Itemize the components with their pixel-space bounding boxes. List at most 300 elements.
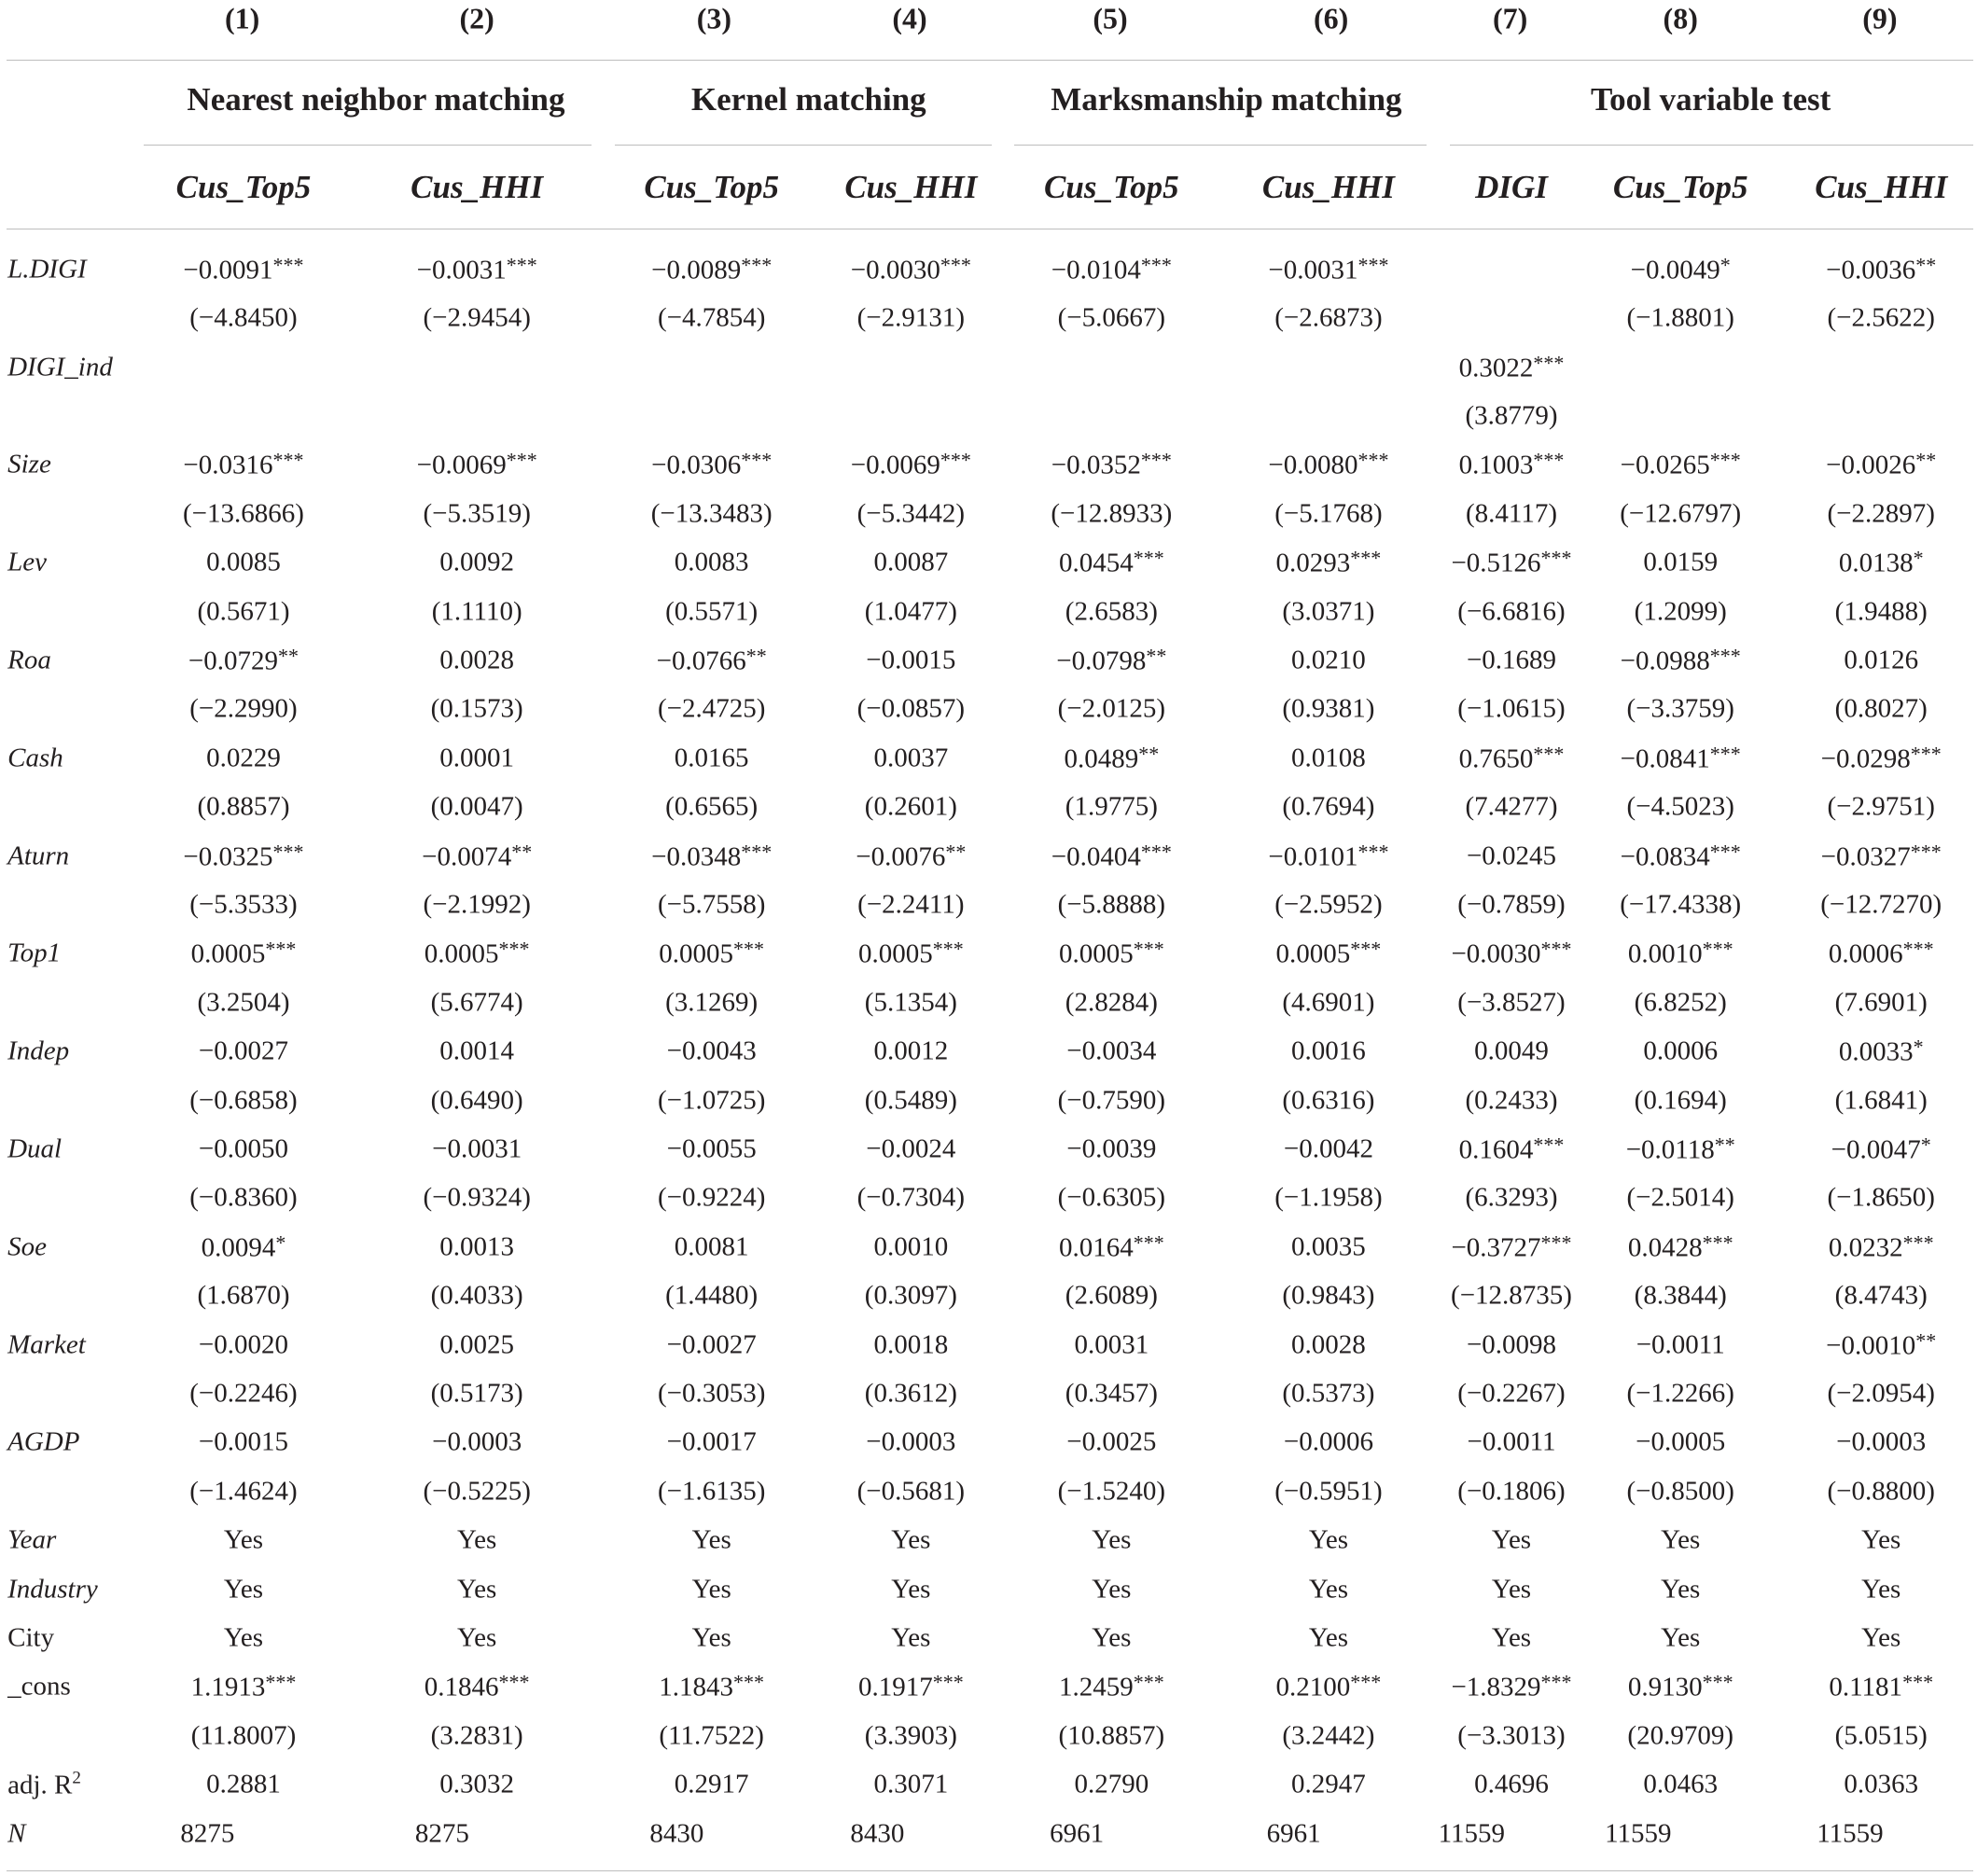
coefficient-cell: −0.0031 [432,1133,522,1164]
significance-stars: *** [1709,448,1741,472]
t-statistic-cell: (0.6316) [1282,1085,1375,1115]
t-statistic-cell: (−0.8500) [1626,1476,1734,1507]
t-statistic-cell: (0.3097) [864,1280,957,1311]
t-statistic-cell: (1.0477) [864,596,957,626]
coefficient-cell: 0.2947 [1291,1769,1366,1800]
t-statistic-cell: (−3.8527) [1457,987,1566,1018]
significance-stars: *** [498,1670,530,1694]
significance-stars: *** [1910,742,1942,766]
significance-stars: *** [498,937,530,961]
significance-stars: *** [1902,937,1934,961]
coefficient-cell: −0.0042 [1283,1133,1373,1164]
t-statistic-cell: (3.3903) [864,1720,957,1751]
coefficient-cell: 8430 [649,1818,704,1849]
row-label: N [7,1818,26,1849]
row-label: Top1 [7,938,62,968]
coefficient-cell: Yes [691,1574,731,1605]
t-statistic-cell: (−4.5023) [1626,791,1734,822]
coefficient-cell: 1.1843*** [659,1670,765,1702]
coefficient-cell: 0.0006 [1643,1035,1719,1066]
significance-stars: ** [511,840,533,863]
coefficient-cell: −0.0015 [198,1426,289,1457]
significance-stars: *** [1540,1230,1572,1255]
t-statistic-cell: (−12.8933) [1051,498,1173,529]
t-statistic-cell: (11.8007) [190,1720,297,1751]
t-statistic-cell: (1.2099) [1634,596,1727,626]
coefficient-cell: −1.8329*** [1451,1670,1572,1702]
coefficient-cell: −0.0104*** [1051,253,1172,285]
dependent-variable: Cus_HHI [411,168,544,205]
coefficient-cell: 0.2881 [206,1769,281,1800]
dependent-variable: Cus_Top5 [1044,168,1179,205]
coefficient-cell: −0.0017 [666,1426,757,1457]
t-statistic-cell: (−12.6797) [1620,498,1742,529]
t-statistic-cell: (7.4277) [1465,791,1558,822]
significance-stars: *** [1350,546,1382,570]
row-label: DIGI_ind [7,352,113,382]
coefficient-cell: 0.0005*** [1058,937,1164,969]
coefficient-cell: −0.5126*** [1451,546,1572,578]
significance-stars: *** [1133,546,1164,570]
coefficient-cell: 8275 [180,1818,235,1849]
coefficient-cell: −0.0049* [1630,253,1731,285]
significance-stars: *** [1533,1133,1565,1157]
coefficient-cell: −0.0316*** [183,448,304,480]
t-statistic-cell: (0.9843) [1282,1280,1375,1311]
coefficient-cell: 0.0033* [1838,1035,1924,1067]
coefficient-cell: −0.0003 [866,1426,956,1457]
significance-stars: *** [1709,742,1741,766]
significance-stars: ** [945,840,967,863]
coefficient-cell: 0.0025 [439,1329,515,1359]
group-underline-2 [615,145,992,146]
coefficient-cell: 6961 [1050,1818,1105,1849]
significance-stars: * [1913,1035,1924,1059]
coefficient-cell: 0.9130*** [1627,1670,1733,1702]
t-statistic-cell: (0.9381) [1282,693,1375,724]
significance-stars: *** [1540,546,1572,570]
significance-stars: *** [1702,1670,1733,1694]
t-statistic-cell: (0.1573) [430,693,523,724]
coefficient-cell: 0.1604*** [1458,1133,1565,1165]
coefficient-cell: 0.4696 [1474,1769,1549,1800]
row-label: Aturn [7,841,70,870]
significance-stars: ** [1915,1328,1937,1352]
t-statistic-cell: (−0.7859) [1457,889,1566,920]
significance-stars: *** [272,253,304,277]
coefficient-cell: Yes [1092,1524,1132,1555]
coefficient-cell: −0.0069*** [416,448,537,480]
coefficient-cell: Yes [1308,1574,1349,1605]
coefficient-cell: −0.0245 [1466,841,1557,870]
coefficient-cell: 0.2917 [674,1769,749,1800]
coefficient-cell: −0.0027 [666,1329,757,1359]
coefficient-cell: Yes [457,1574,497,1605]
coefficient-cell: 0.3022*** [1458,351,1565,382]
coefficient-cell: −0.0729** [188,644,299,676]
coefficient-cell: −0.0030*** [1451,937,1572,969]
significance-stars: *** [265,937,297,961]
t-statistic-cell: (10.8857) [1058,1720,1165,1751]
significance-stars: *** [1350,1670,1382,1694]
t-statistic-cell: (−0.6858) [189,1085,298,1115]
coefficient-cell: −0.0034 [1066,1035,1157,1066]
coefficient-cell: Yes [223,1524,264,1555]
coefficient-cell: 0.0126 [1844,645,1919,675]
t-statistic-cell: (0.5571) [665,596,759,626]
significance-stars: * [1719,253,1731,277]
significance-stars: *** [1533,742,1565,766]
significance-stars: *** [1702,937,1733,961]
coefficient-cell: 0.0138* [1838,546,1924,578]
t-statistic-cell: (−5.8888) [1057,889,1166,920]
t-statistic-cell: (−2.9751) [1827,791,1935,822]
coefficient-cell: 0.0014 [439,1035,515,1066]
coefficient-cell: −0.0404*** [1051,840,1172,871]
coefficient-cell: −0.0348*** [651,840,773,871]
row-label: adj. $R^2$ [7,1768,81,1800]
t-statistic-cell: (−2.1992) [423,889,531,920]
coefficient-cell: −0.0074** [422,840,533,871]
coefficient-cell: 0.0005*** [1275,937,1382,969]
significance-stars: *** [1540,937,1572,961]
coefficient-cell: −0.0325*** [183,840,304,871]
coefficient-cell: −0.0118** [1625,1133,1735,1165]
t-statistic-cell: (0.5373) [1282,1378,1375,1409]
dependent-variable: Cus_HHI [1261,168,1395,205]
group-header: Kernel matching [690,80,926,118]
group-underline-4 [1450,145,1973,146]
coefficient-cell: Yes [1308,1524,1349,1555]
coefficient-cell: −0.0069*** [850,448,971,480]
coefficient-cell: −0.0039 [1066,1133,1157,1164]
coefficient-cell: −0.0050 [198,1133,289,1164]
t-statistic-cell: (2.8284) [1065,987,1158,1018]
significance-stars: ** [278,644,299,668]
coefficient-cell: −0.0005 [1636,1426,1726,1457]
significance-stars: *** [733,1670,765,1694]
coefficient-cell: −0.0015 [866,645,956,675]
t-statistic-cell: (11.7522) [659,1720,764,1751]
t-statistic-cell: (−1.8801) [1626,302,1734,333]
significance-stars: * [1920,1133,1931,1157]
t-statistic-cell: (−5.7558) [657,889,766,920]
significance-stars: *** [265,1670,297,1694]
coefficient-cell: 11559 [1605,1818,1672,1849]
coefficient-cell: 0.0049 [1474,1035,1549,1066]
significance-stars: *** [741,448,773,472]
coefficient-cell: Yes [1861,1574,1901,1605]
t-statistic-cell: (7.6901) [1834,987,1928,1018]
t-statistic-cell: (−2.5622) [1827,302,1935,333]
row-label: Size [7,449,51,479]
t-statistic-cell: (5.1354) [864,987,957,1018]
coefficient-cell: Yes [457,1524,497,1555]
coefficient-cell: 0.0092 [439,547,515,577]
t-statistic-cell: (−4.8450) [189,302,298,333]
row-label: Soe [7,1231,47,1262]
coefficient-cell: −0.0043 [666,1035,757,1066]
coefficient-cell: Yes [1661,1622,1701,1653]
t-statistic-cell: (−0.3053) [657,1378,766,1409]
t-statistic-cell: (−12.7270) [1820,889,1942,920]
coefficient-cell: 0.0232*** [1828,1230,1934,1263]
t-statistic-cell: (−2.2411) [857,889,965,920]
column-number: (6) [1313,1,1349,35]
column-number: (7) [1493,1,1528,35]
coefficient-cell: 0.0229 [206,743,281,773]
significance-stars: *** [733,937,765,961]
coefficient-cell: 1.2459*** [1058,1670,1164,1702]
coefficient-cell: 0.7650*** [1458,742,1565,774]
t-statistic-cell: (−0.9224) [657,1182,766,1213]
column-number: (8) [1663,1,1698,35]
significance-stars: *** [506,253,537,277]
coefficient-cell: Yes [691,1524,731,1555]
coefficient-cell: −0.0026** [1826,448,1937,480]
coefficient-cell: Yes [1661,1574,1701,1605]
coefficient-cell: 0.0018 [873,1329,949,1359]
t-statistic-cell: (0.2433) [1465,1085,1558,1115]
t-statistic-cell: (0.8857) [197,791,290,822]
row-label: L.DIGI [7,254,87,285]
coefficient-cell: 0.0010 [873,1231,949,1262]
t-statistic-cell: (1.9488) [1834,596,1928,626]
significance-stars: *** [272,840,304,863]
coefficient-cell: 0.0028 [439,645,515,675]
coefficient-cell: 0.0087 [873,547,949,577]
coefficient-cell: −0.0025 [1066,1426,1157,1457]
significance-stars: *** [1533,351,1565,374]
coefficient-cell: −0.0006 [1283,1426,1373,1457]
coefficient-cell: −0.0834*** [1620,840,1741,871]
row-label: Year [7,1524,57,1555]
coefficient-cell: 0.0006*** [1828,937,1934,969]
significance-stars: ** [1915,253,1937,277]
bottom-rule [7,1870,1973,1871]
coefficient-cell: 0.2790 [1074,1769,1149,1800]
dependent-variable: Cus_Top5 [644,168,779,205]
t-statistic-cell: (3.1269) [665,987,759,1018]
coefficient-cell: 0.2100*** [1275,1670,1382,1702]
t-statistic-cell: (−13.3483) [650,498,773,529]
t-statistic-cell: (0.1694) [1634,1085,1727,1115]
t-statistic-cell: (−0.1806) [1457,1476,1566,1507]
t-statistic-cell: (−2.5952) [1274,889,1383,920]
coefficient-cell: 11559 [1817,1818,1884,1849]
coefficient-cell: 0.3032 [439,1769,515,1800]
coefficient-cell: −0.0841*** [1620,742,1741,774]
t-statistic-cell: (−1.8650) [1827,1182,1935,1213]
significance-stars: *** [940,448,971,472]
t-statistic-cell: (−2.2990) [189,693,298,724]
t-statistic-cell: (2.6583) [1065,596,1158,626]
significance-stars: ** [745,644,767,668]
coefficient-cell: 0.0489** [1064,742,1160,774]
t-statistic-cell: (4.6901) [1282,987,1375,1018]
coefficient-cell: 0.0159 [1643,547,1719,577]
coefficient-cell: −0.0031*** [416,253,537,285]
coefficient-cell: 0.1003*** [1458,448,1565,480]
coefficient-cell: 0.1846*** [424,1670,530,1702]
significance-stars: *** [1902,1230,1934,1255]
t-statistic-cell: (0.5489) [864,1085,957,1115]
t-statistic-cell: (−1.2266) [1626,1378,1734,1409]
significance-stars: *** [1902,1670,1934,1694]
coefficient-cell: Yes [1308,1622,1349,1653]
significance-stars: *** [741,253,773,277]
t-statistic-cell: (−5.3442) [856,498,966,529]
coefficient-cell: 0.0001 [439,743,515,773]
t-statistic-cell: (−1.0615) [1457,693,1566,724]
coefficient-cell: −0.0047* [1831,1133,1931,1165]
group-header: Tool variable test [1591,80,1831,118]
t-statistic-cell: (−3.3759) [1626,693,1734,724]
significance-stars: *** [1357,448,1389,472]
t-statistic-cell: (−0.5951) [1274,1476,1383,1507]
significance-stars: *** [1133,1230,1164,1255]
t-statistic-cell: (5.6774) [430,987,523,1018]
t-statistic-cell: (−2.4725) [657,693,766,724]
dependent-variable: Cus_HHI [844,168,978,205]
coefficient-cell: −0.0036** [1826,253,1937,285]
t-statistic-cell: (−0.8360) [189,1182,298,1213]
t-statistic-cell: (8.3844) [1634,1280,1727,1311]
coefficient-cell: 0.0085 [206,547,281,577]
t-statistic-cell: (−0.5681) [856,1476,966,1507]
coefficient-cell: −0.0265*** [1620,448,1741,480]
coefficient-cell: 0.0463 [1643,1769,1719,1800]
significance-stars: ** [1714,1133,1735,1157]
t-statistic-cell: (0.6565) [665,791,759,822]
coefficient-cell: −0.0766** [656,644,767,676]
group-header: Nearest neighbor matching [187,80,565,118]
row-label: Lev [7,547,47,577]
coefficient-cell: −0.0055 [666,1133,757,1164]
coefficient-cell: −0.0003 [432,1426,522,1457]
dependent-variable: Cus_Top5 [1612,168,1748,205]
coefficient-cell: 0.0081 [674,1231,749,1262]
t-statistic-cell: (−2.5014) [1626,1182,1734,1213]
column-number: (1) [224,1,260,35]
coefficient-cell: 11559 [1438,1818,1506,1849]
coefficient-cell: 0.1917*** [857,1670,964,1702]
coefficient-cell: −0.0988*** [1620,644,1741,676]
coefficient-cell: 0.0035 [1291,1231,1366,1262]
coefficient-cell: 0.0164*** [1058,1230,1164,1263]
coefficient-cell: 0.0013 [439,1231,515,1262]
column-number: (5) [1093,1,1128,35]
coefficient-cell: Yes [1861,1524,1901,1555]
coefficient-cell: 0.0165 [674,743,749,773]
significance-stars: *** [506,448,537,472]
t-statistic-cell: (−0.8800) [1827,1476,1935,1507]
significance-stars: *** [1140,840,1172,863]
dependent-variable: Cus_Top5 [175,168,312,205]
coefficient-cell: −0.3727*** [1451,1230,1572,1263]
top-rule [7,60,1973,61]
coefficient-cell: −0.0076** [856,840,967,871]
t-statistic-cell: (0.5173) [430,1378,523,1409]
coefficient-cell: 0.0108 [1291,743,1366,773]
coefficient-cell: 0.0031 [1074,1329,1149,1359]
coefficient-cell: Yes [1491,1574,1532,1605]
t-statistic-cell: (−1.0725) [657,1085,766,1115]
row-label: Indep [7,1035,70,1066]
row-label: Cash [7,743,63,773]
significance-stars: *** [272,448,304,472]
coefficient-cell: Yes [1491,1524,1532,1555]
group-header: Marksmanship matching [1051,80,1402,118]
coefficient-cell: 0.3071 [873,1769,949,1800]
coefficient-cell: −0.0098 [1466,1329,1557,1359]
group-underline-3 [1014,145,1427,146]
coefficient-cell: Yes [891,1622,931,1653]
t-statistic-cell: (0.3612) [864,1378,957,1409]
coefficient-cell: 0.0293*** [1275,546,1382,578]
t-statistic-cell: (−0.7590) [1057,1085,1166,1115]
t-statistic-cell: (−0.9324) [423,1182,531,1213]
t-statistic-cell: (6.8252) [1634,987,1727,1018]
coefficient-cell: Yes [1092,1622,1132,1653]
row-label: City [7,1622,55,1653]
t-statistic-cell: (3.2504) [197,987,290,1018]
t-statistic-cell: (−1.1958) [1274,1182,1383,1213]
coefficient-cell: −0.0031*** [1268,253,1389,285]
t-statistic-cell: (0.8027) [1834,693,1928,724]
t-statistic-cell: (−12.8735) [1451,1280,1572,1311]
significance-stars: *** [1357,840,1389,863]
coefficient-cell: −0.0352*** [1051,448,1172,480]
t-statistic-cell: (−1.4624) [189,1476,298,1507]
t-statistic-cell: (8.4743) [1834,1280,1928,1311]
t-statistic-cell: (0.0047) [430,791,523,822]
significance-stars: *** [1533,448,1565,472]
significance-stars: * [275,1230,286,1255]
coefficient-cell: 0.0083 [674,547,749,577]
t-statistic-cell: (−4.7854) [657,302,766,333]
t-statistic-cell: (−13.6866) [183,498,304,529]
t-statistic-cell: (3.2831) [430,1720,523,1751]
significance-stars: *** [1140,448,1172,472]
t-statistic-cell: (−0.6305) [1057,1182,1166,1213]
t-statistic-cell: (3.2442) [1282,1720,1375,1751]
coefficient-cell: Yes [457,1622,497,1653]
significance-stars: *** [1910,840,1942,863]
t-statistic-cell: (3.0371) [1282,596,1375,626]
dependent-variable: DIGI [1475,168,1548,205]
t-statistic-cell: (−0.2246) [189,1378,298,1409]
coefficient-cell: −0.0080*** [1268,448,1389,480]
coefficient-cell: 0.0428*** [1627,1230,1733,1263]
t-statistic-cell: (1.6841) [1834,1085,1928,1115]
t-statistic-cell: (−5.3519) [423,498,531,529]
t-statistic-cell: (0.2601) [864,791,957,822]
t-statistic-cell: (0.6490) [430,1085,523,1115]
significance-stars: *** [741,840,773,863]
significance-stars: *** [1133,937,1164,961]
t-statistic-cell: (1.6870) [197,1280,290,1311]
coefficient-cell: −0.0798** [1056,644,1167,676]
coefficient-cell: −0.0101*** [1268,840,1389,871]
significance-stars: *** [932,937,964,961]
significance-stars: *** [932,1670,964,1694]
t-statistic-cell: (−5.3533) [189,889,298,920]
coefficient-cell: 0.0005*** [857,937,964,969]
t-statistic-cell: (−17.4338) [1620,889,1742,920]
coefficient-cell: Yes [1861,1622,1901,1653]
t-statistic-cell: (0.5671) [197,596,290,626]
